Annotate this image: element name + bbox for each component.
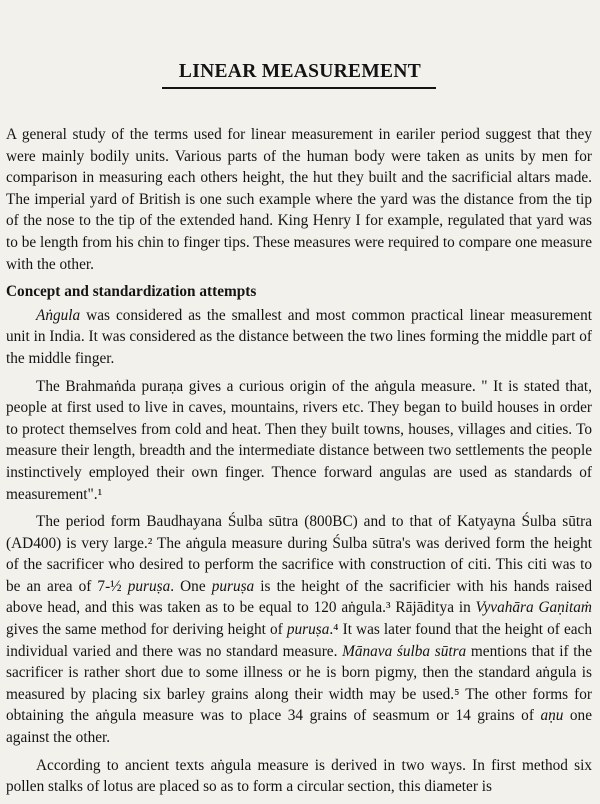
text-segment: one against the other. — [6, 707, 592, 747]
text-segment: is the height of the sacrificier with his hands raised above head, and this was taken as to be equal to 120 aṅgula.³ Rājāditya in — [6, 577, 592, 617]
term-angula: Aṅgula — [36, 306, 81, 324]
paragraph-angula — [6, 305, 592, 370]
text-segment: The period form Baudhayana Śulba sūtra (800BC) and to that of Katyayna Śulba sūtra (AD400) is very large.² The aṅgula measure during Śulba sūtra's was derived form the height of the sacrificer who desired to perform the sacrifice with construction of citi. This citi was to be an area of 7-½ — [6, 513, 592, 595]
paragraph-brahmanda: The Brahmaṅda puraṇa gives a curious origin of the aṅgula measure. " It is stated that, people at first used to live in caves, mountains, rivers etc. They began to build houses in order to protect themselves from cold and heat. Then they built towns, houses, villages and cities. To measure their length, breadth and the intermediate distance between two settlements the people instinctively employed their own finger. Thence forward angulas are used as standards of measurement".¹ — [6, 377, 592, 503]
paragraph-sulba — [6, 511, 592, 749]
paragraph-angula-text: was considered as the smallest and most common practical linear measurement unit in India. It was considered as the distance between the two lines forming the middle part of the middle finger. — [6, 306, 592, 367]
term-purusa: puruṣa — [286, 621, 330, 639]
book-title: Mānava śulba sūtra — [342, 642, 467, 660]
term-purusa: puruṣa — [211, 577, 255, 595]
section-heading: Concept and standardization attempts — [6, 283, 257, 301]
paragraph-ancient-texts: According to ancient texts aṅgula measure is derived in two ways. In first method six pollen stalks of lotus are placed so as to form a circular section, this diameter is — [6, 756, 592, 796]
text-segment: .⁴ It was later found that the height of each individual varied and there was no standard measure. — [6, 621, 592, 660]
term-purusa: puruṣa — [127, 577, 171, 595]
term-anu: aṇu — [540, 707, 564, 725]
title-underline — [162, 87, 436, 89]
text-segment: gives the same method for deriving height of — [6, 621, 287, 639]
page-title: LINEAR MEASUREMENT — [178, 61, 422, 82]
text-segment: . One — [170, 577, 212, 595]
body-text — [6, 124, 592, 804]
book-title: Vyvahāra Gaṇitaṁ — [475, 599, 592, 617]
intro-paragraph: A general study of the terms used for linear measurement in eariler period suggest that they were mainly bodily units. Various parts of the human body were taken as units by men for comparison in measuring each others height, the hut they built and the sacrificial altars made. The imperial yard of British is one such example where the yard was the distance from the tip of the nose to the tip of the extended hand. King Henry I for example, regulated that yard was to be length from his chin to finger tips. These measures were required to compare one measure with the other. — [6, 126, 592, 273]
text-segment: mentions that if the sacrificer is rather short due to some illness or he is born pigmy, then the standard aṅgula is measured by placing six barley grains along their width may be used.⁵ The other forms for obtaining the aṅgula measure was to place 34 grains of seasmum or 14 grains of — [6, 642, 592, 725]
